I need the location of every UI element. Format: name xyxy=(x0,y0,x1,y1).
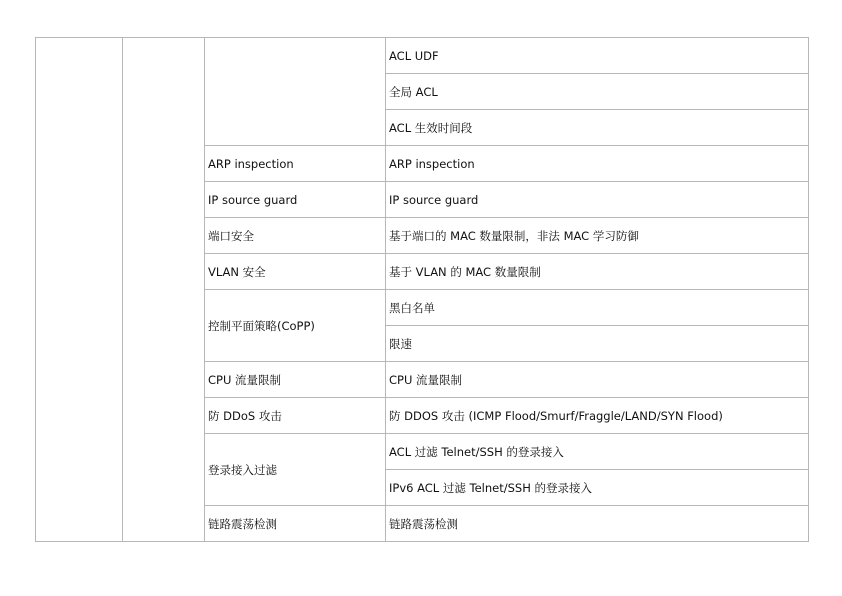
category-cell xyxy=(205,38,386,146)
feature-cell: 防 DDOS 攻击 (ICMP Flood/Smurf/Fraggle/LAND/SYN Flood) xyxy=(386,398,809,434)
category-cell: 防 DDoS 攻击 xyxy=(205,398,386,434)
feature-spec-table xyxy=(35,37,809,542)
feature-cell: IP source guard xyxy=(386,182,809,218)
category-cell: IP source guard xyxy=(205,182,386,218)
category-cell: VLAN 安全 xyxy=(205,254,386,290)
category-cell: 登录接入过滤 xyxy=(205,434,386,506)
empty-cell-col2 xyxy=(123,38,205,542)
feature-cell: ACL 生效时间段 xyxy=(386,110,809,146)
category-cell: ARP inspection xyxy=(205,146,386,182)
category-cell: 控制平面策略(CoPP) xyxy=(205,290,386,362)
feature-cell: CPU 流量限制 xyxy=(386,362,809,398)
feature-cell: 链路震荡检测 xyxy=(386,506,809,542)
feature-cell: ARP inspection xyxy=(386,146,809,182)
category-cell: 链路震荡检测 xyxy=(205,506,386,542)
feature-cell: ACL UDF xyxy=(386,38,809,74)
feature-cell: 全局 ACL xyxy=(386,74,809,110)
table-row xyxy=(36,38,809,74)
feature-cell: IPv6 ACL 过滤 Telnet/SSH 的登录接入 xyxy=(386,470,809,506)
feature-cell: 黑白名单 xyxy=(386,290,809,326)
feature-cell: ACL 过滤 Telnet/SSH 的登录接入 xyxy=(386,434,809,470)
empty-cell-col1 xyxy=(36,38,123,542)
feature-cell: 基于 VLAN 的 MAC 数量限制 xyxy=(386,254,809,290)
feature-cell: 限速 xyxy=(386,326,809,362)
category-cell: CPU 流量限制 xyxy=(205,362,386,398)
category-cell: 端口安全 xyxy=(205,218,386,254)
feature-cell: 基于端口的 MAC 数量限制，非法 MAC 学习防御 xyxy=(386,218,809,254)
